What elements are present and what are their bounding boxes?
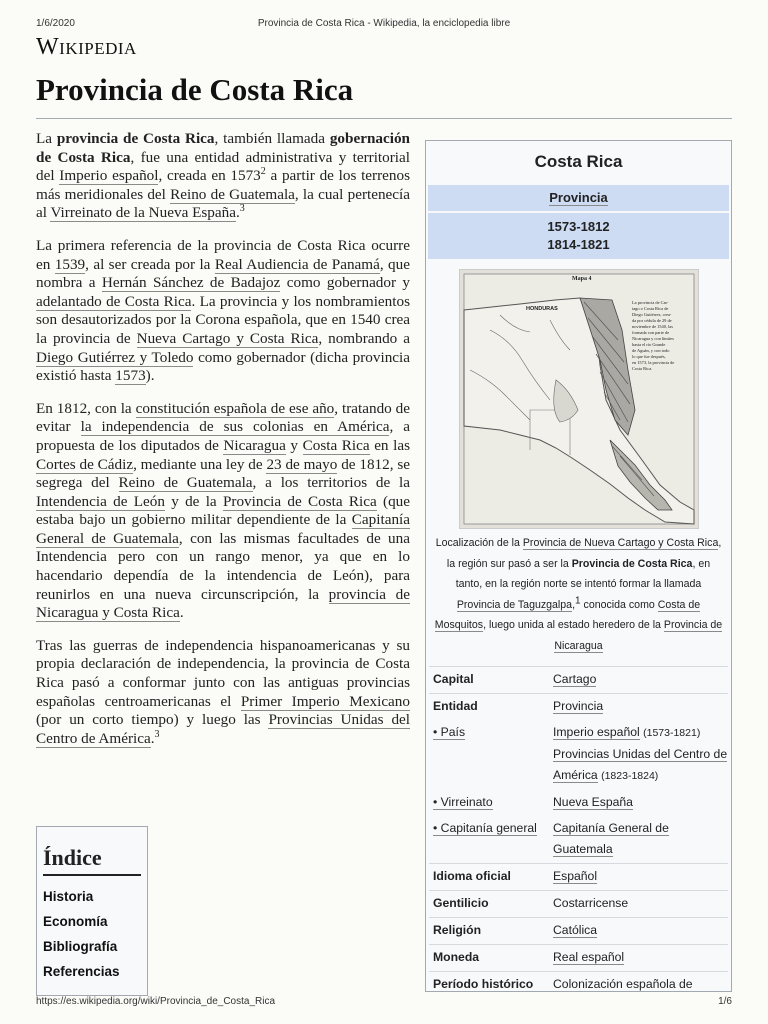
print-header	[36, 18, 732, 32]
link-cartago[interactable]: Cartago	[553, 672, 597, 686]
title-divider	[36, 118, 732, 119]
print-date: 1/6/2020	[36, 18, 75, 29]
infobox-row-religion	[429, 917, 728, 944]
row-label: Idioma oficial	[433, 869, 511, 883]
infobox-row-periodo	[429, 971, 728, 992]
link-costa-rica[interactable]: Costa Rica	[302, 436, 370, 454]
link-1539[interactable]: 1539	[54, 255, 86, 273]
link-capitania-general-de-guatemala[interactable]: Capitanía General de Guatemala	[36, 511, 410, 547]
svg-text:La provincia de Car-: La provincia de Car-	[631, 300, 668, 305]
table-of-contents	[36, 826, 148, 996]
link-diego-gutierrez-y-toledo[interactable]: Diego Gutiérrez y Toledo	[36, 348, 194, 366]
infobox-row-pais: • País Imperio español (1573-1821) Provincias Unidas del Centro de América (1823-1824)	[429, 720, 728, 790]
link-nicaragua[interactable]: Nicaragua	[223, 436, 286, 454]
row-label: Religión	[433, 923, 482, 937]
link-provincias-unidas-ib[interactable]: Provincias Unidas del Centro de América	[553, 747, 728, 782]
svg-text:en 1573, la provincia de: en 1573, la provincia de	[631, 360, 674, 365]
infobox-year-range-2: 1814-1821	[547, 237, 610, 252]
infobox-row-gentilicio	[429, 890, 728, 917]
svg-text:Nicaragua y con límites: Nicaragua y con límites	[631, 336, 674, 341]
paragraph-1812: En 1812, con la constitución española de ese año, tratando de evitar la independencia de sus colonias en América, a propuesta de los diputados de Nicaragua y Costa Rica en las Cortes de Cádiz, mediante una ley de 23 de mayo de 1812, se segrega del Reino de Guatemala, a los territorios de la Intendencia de León y de la Provincia de Costa Rica (que estaba bajo un gobierno militar dependiente de la Capitanía General de Guatemala, con las mismas facultades de una Intendencia pero con un rango menor, ya que en lo hacendario dependía de la intendencia de León), para reunirlos en una nueva circunscripción, la provincia de Nicaragua y Costa Rica.	[36, 399, 411, 622]
svg-text:da por cédula de 29 de: da por cédula de 29 de	[631, 318, 672, 323]
link-provincia-nicaragua-costa-rica[interactable]: provincia de Nicaragua y Costa Rica	[36, 585, 410, 622]
link-costa-de-mosquitos[interactable]: Costa de Mosquitos	[434, 598, 701, 631]
svg-text:hasta el río Grande: hasta el río Grande	[631, 342, 665, 347]
print-page-number: 1/6	[718, 996, 732, 1007]
toc-title: Índice	[43, 845, 141, 876]
infobox-row-capitania	[429, 816, 728, 863]
gentilicio-value: Costarricense	[553, 896, 629, 910]
toc-item-bibliografia[interactable]: Bibliografía	[43, 939, 118, 954]
link-provincias-unidas-centro-america[interactable]: Provincias Unidas del Centro de América	[36, 711, 410, 747]
svg-text:formada con parte de: formada con parte de	[631, 330, 669, 335]
link-capitania-general-guatemala-ib[interactable]: Capitanía General de Guatemala	[553, 821, 669, 856]
svg-text:Diego Gutiérrez, crea-: Diego Gutiérrez, crea-	[631, 312, 671, 317]
link-constitucion-espanola[interactable]: constitución española de ese año	[135, 399, 335, 417]
row-label: Entidad	[433, 699, 478, 713]
link-provincia-entidad[interactable]: Provincia	[553, 699, 604, 713]
infobox-years	[428, 213, 729, 259]
link-colonizacion-espanola[interactable]: Colonización española de	[553, 977, 693, 991]
historical-map-image	[460, 270, 698, 528]
row-label: • Virreinato	[433, 795, 493, 809]
print-document-title: Provincia de Costa Rica - Wikipedia, la enciclopedia libre	[257, 18, 511, 29]
wikipedia-logo[interactable]: Wikipedia	[36, 34, 137, 60]
svg-text:noviembre de 1540, las: noviembre de 1540, las	[631, 324, 673, 329]
map-heading: Mapa 4	[571, 276, 591, 282]
link-intendencia-de-leon[interactable]: Intendencia de León	[36, 492, 165, 510]
link-provincia-de-nicaragua[interactable]: Provincia de Nicaragua	[554, 619, 723, 652]
infobox	[425, 140, 732, 992]
link-imperio-espanol-ib[interactable]: Imperio español	[553, 725, 640, 739]
link-virreinato-nueva-espana[interactable]: Virreinato de la Nueva España	[50, 204, 236, 222]
print-url: https://es.wikipedia.org/wiki/Provincia_de_Costa_Rica	[36, 996, 276, 1007]
row-label: Gentilicio	[433, 896, 489, 910]
infobox-data-rows	[426, 666, 731, 992]
link-espanol[interactable]: Español	[553, 869, 598, 883]
link-nueva-espana[interactable]: Nueva España	[553, 795, 633, 809]
article-body	[36, 130, 410, 762]
infobox-title: Costa Rica	[534, 152, 623, 171]
infobox-row-virreinato	[429, 790, 728, 816]
map-legend-text	[632, 300, 674, 371]
link-hernan-sanchez-de-badajoz[interactable]: Hernán Sánchez de Badajoz	[101, 274, 281, 292]
infobox-row-capital	[429, 666, 728, 693]
svg-text:tago o Costa Rica de: tago o Costa Rica de	[631, 306, 668, 311]
link-23-de-mayo[interactable]: 23 de mayo	[266, 455, 338, 473]
svg-text:de Aguán, y con todo: de Aguán, y con todo	[631, 348, 669, 353]
infobox-type	[428, 185, 729, 211]
reference-3b[interactable]: 3	[154, 728, 160, 740]
location-map[interactable]	[459, 269, 699, 529]
link-nueva-cartago-y-costa-rica[interactable]: Nueva Cartago y Costa Rica	[136, 329, 319, 347]
link-provincia[interactable]: Provincia	[549, 190, 608, 205]
page-title: Provincia de Costa Rica	[36, 72, 354, 107]
link-adelantado-de-costa-rica[interactable]: adelantado de Costa Rica	[36, 292, 192, 310]
reference-2[interactable]: 2	[260, 166, 266, 178]
link-independencia-colonias[interactable]: la independencia de sus colonias en América	[80, 418, 390, 436]
link-reino-de-guatemala[interactable]: Reino de Guatemala	[170, 185, 295, 203]
link-real-espanol[interactable]: Real español	[553, 950, 625, 964]
row-label: • País	[433, 725, 466, 739]
link-primer-imperio-mexicano[interactable]: Primer Imperio Mexicano	[240, 692, 410, 710]
paragraph-primera-referencia: La primera referencia de la provincia de Costa Rica ocurre en 1539, al ser creada por la Real Audiencia de Panamá, que nombra a Hernán Sánchez de Badajoz como gobernador y adelantado de Costa Rica. La provincia y los nombramientos son desautorizados por la Corona española, que en 1540 crea la provincia de Nueva Cartago y Costa Rica, nombrando a Diego Gutiérrez y Toledo como gobernador (dicha provincia existió hasta 1573).	[36, 236, 411, 385]
link-real-audiencia-panama[interactable]: Real Audiencia de Panamá	[214, 255, 380, 273]
infobox-row-entidad	[429, 693, 728, 720]
link-imperio-espanol[interactable]: Imperio español	[59, 167, 159, 185]
toc-item-economia[interactable]: Economía	[43, 914, 108, 929]
print-footer	[36, 996, 732, 1010]
reference-3[interactable]: 3	[239, 203, 245, 215]
link-provincia-de-taguzgalpa[interactable]: Provincia de Taguzgalpa	[456, 598, 573, 611]
infobox-row-idioma	[429, 863, 728, 890]
reference-1[interactable]: 1	[575, 594, 581, 606]
map-caption: Localización de la Provincia de Nueva Cartago y Costa Rica, la región sur pasó a ser la Provincia de Costa Rica, en tanto, en la región norte se intentó formar la llamada Provincia de Taguzgalpa,$^1$ conocida como Costa de Mosquitos, luego unida al estado heredero de la Provincia de Nicaragua	[434, 537, 723, 652]
row-label: • Capitanía general	[433, 821, 537, 835]
link-1573[interactable]: 1573	[115, 367, 146, 385]
paragraph-intro: La provincia de Costa Rica, también llamada gobernación de Costa Rica, fue una entidad administrativa y territorial del Imperio español, creada en 1573$^2$ a partir de los terrenos más meridionales del Reino de Guatemala, la cual pertenecía al Virreinato de la Nueva España.$^3$	[36, 130, 410, 222]
map-label-honduras: HONDURAS	[525, 306, 558, 312]
link-provincia-de-costa-rica[interactable]: Provincia de Costa Rica	[222, 492, 377, 510]
link-catolica[interactable]: Católica	[553, 923, 598, 937]
svg-text:lo que fue después,: lo que fue después,	[631, 354, 666, 359]
link-nueva-cartago-costa-rica[interactable]: Provincia de Nueva Cartago y Costa Rica	[522, 537, 719, 549]
row-label: Moneda	[433, 950, 480, 964]
link-cortes-de-cadiz[interactable]: Cortes de Cádiz	[36, 455, 134, 473]
infobox-row-moneda	[429, 944, 728, 971]
svg-text:Costa Rica.: Costa Rica.	[631, 366, 652, 371]
link-reino-de-guatemala-2[interactable]: Reino de Guatemala	[118, 474, 253, 492]
infobox-year-range-1: 1573-1812	[547, 219, 610, 234]
paragraph-independencia: Tras las guerras de independencia hispanoamericanas y su propia declaración de independencia, la provincia de Costa Rica pasó a conformar junto con las antiguas provincias españolas centroamericanas el Primer Imperio Mexicano (por un corto tiempo) y luego las Provincias Unidas del Centro de América.$^3$	[36, 636, 410, 747]
row-label: Período histórico	[433, 977, 534, 991]
toc-item-referencias[interactable]: Referencias	[43, 964, 120, 979]
row-label: Capital	[433, 672, 474, 686]
toc-item-historia[interactable]: Historia	[43, 889, 94, 904]
